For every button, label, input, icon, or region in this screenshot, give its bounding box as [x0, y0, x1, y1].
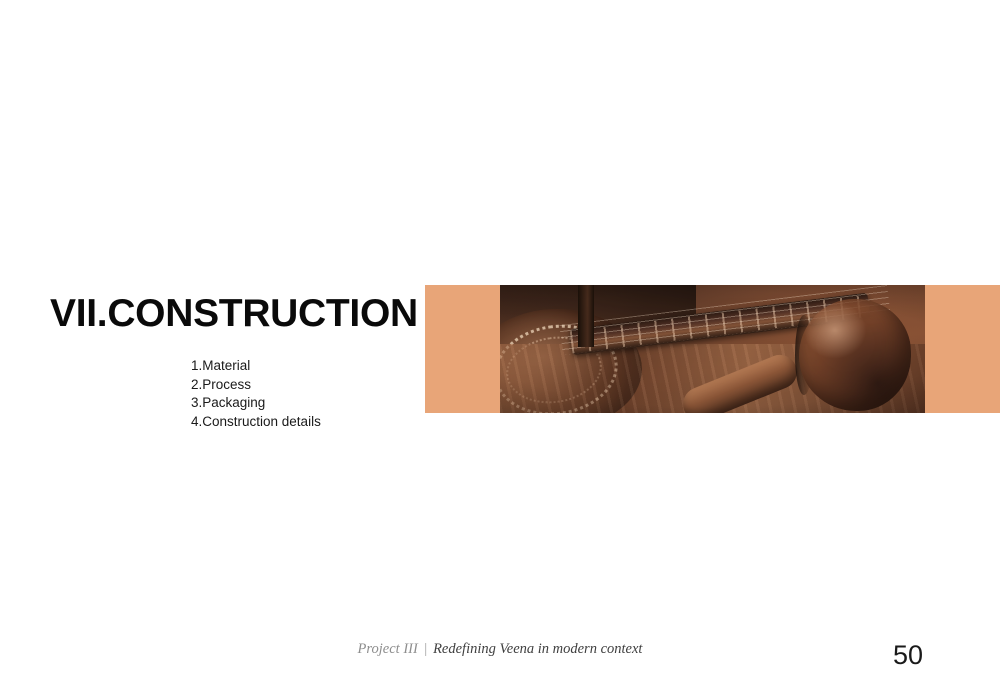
page-number: 50	[893, 640, 924, 670]
list-item: 3.Packaging	[191, 395, 266, 411]
footer-subtitle: Redefining Veena in modern context	[433, 641, 643, 657]
page-title: VII.CONSTRUCTION	[50, 292, 418, 335]
image-band	[425, 285, 1000, 413]
veena-photograph	[500, 285, 925, 413]
section-contents-list	[191, 357, 321, 431]
footer	[0, 641, 1000, 658]
list-item: 4.Construction details	[191, 413, 321, 429]
list-item: 1.Material	[191, 358, 251, 373]
footer-project-label: Project III	[357, 641, 418, 657]
footer-divider: |	[423, 641, 428, 657]
photo-vignette	[500, 285, 925, 413]
list-item: 2.Process	[191, 376, 252, 392]
